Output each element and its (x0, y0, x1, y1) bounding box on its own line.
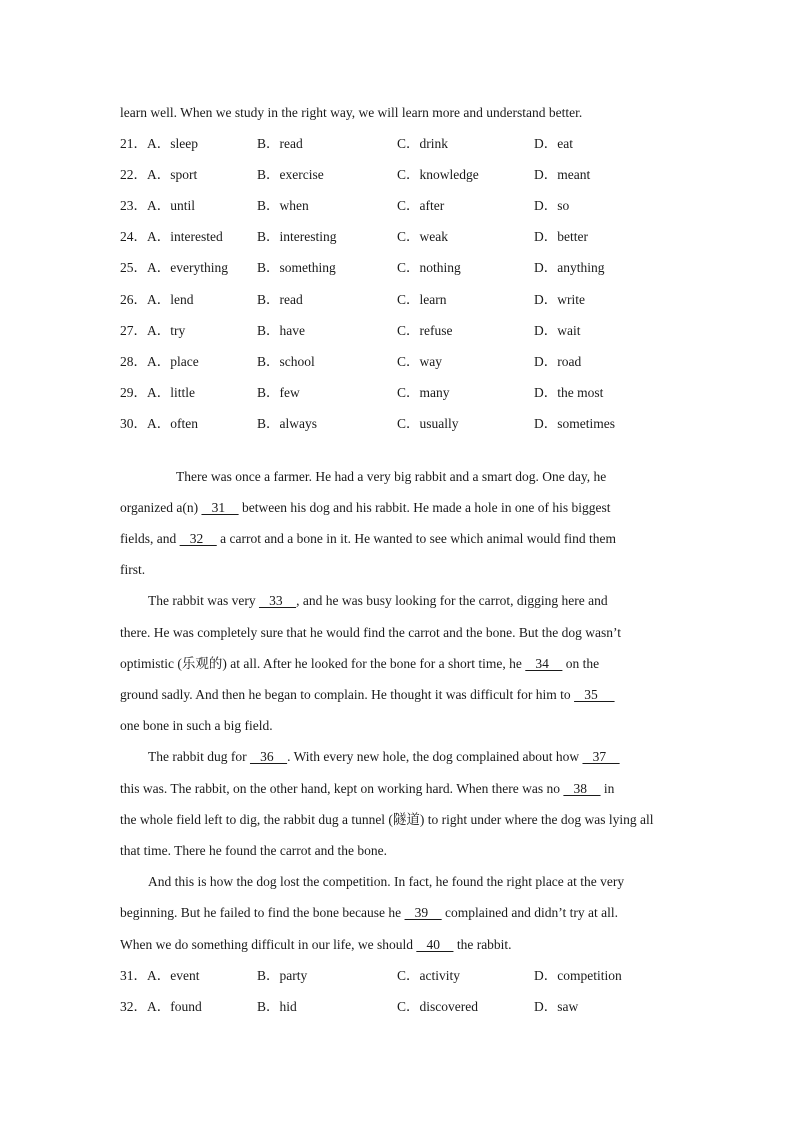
passage-text: one bone in such a big field. (120, 718, 273, 733)
option-a (120, 384, 195, 402)
option-text: A．often (147, 415, 198, 431)
option-c (397, 967, 460, 985)
option-text: D．road (534, 353, 582, 369)
passage-line (120, 811, 654, 829)
answer-blank-32: 32 (179, 531, 217, 546)
option-text: C．refuse (397, 322, 453, 338)
option-text: C．discovered (397, 999, 478, 1014)
option-text: C．after (397, 198, 445, 214)
option-text: D．wait (534, 322, 581, 338)
option-c (397, 135, 448, 153)
answer-blank-35: 35 (574, 687, 615, 702)
option-text: A．sport (147, 167, 198, 183)
option-c (397, 998, 478, 1016)
option-b (257, 353, 315, 371)
question-number: 32． (120, 999, 147, 1014)
answer-blank-39: 39 (404, 905, 442, 920)
passage-text: the rabbit. (453, 937, 512, 952)
option-text: B．party (257, 968, 308, 983)
passage-text: organized a(n) (120, 500, 202, 515)
option-text: B．few (257, 384, 300, 400)
question-number: 22． (120, 167, 147, 183)
option-d (534, 197, 569, 215)
passage-text: beginning. But he failed to find the bone because he (120, 905, 405, 920)
option-text: B．interesting (257, 229, 337, 245)
question-number: 24． (120, 229, 147, 245)
option-text: B．read (257, 136, 303, 151)
option-a (120, 228, 223, 246)
question-number: 27． (120, 322, 147, 338)
option-text: B．when (257, 198, 309, 214)
passage-text: When we do something difficult in our life, we should (120, 937, 417, 952)
option-b (257, 967, 307, 985)
option-c (397, 259, 461, 277)
option-b (257, 228, 337, 246)
option-text: B．have (257, 322, 305, 338)
option-text: A．interested (147, 229, 223, 245)
option-text: C．knowledge (397, 167, 479, 183)
option-a (120, 415, 198, 433)
answer-blank-31: 31 (201, 500, 239, 515)
option-text: A．everything (147, 260, 228, 276)
option-b (257, 291, 303, 309)
option-d (534, 998, 578, 1016)
option-text: A．little (147, 384, 195, 400)
option-text: D．eat (534, 136, 573, 151)
passage-text: this was. The rabbit, on the other hand, kept on working hard. When there was no (120, 781, 564, 796)
passage-text: , and he was busy looking for the carrot, digging here and (296, 593, 608, 608)
option-b (257, 384, 300, 402)
option-b (257, 322, 305, 340)
option-text: A．lend (147, 291, 194, 307)
option-text: B．hid (257, 999, 297, 1014)
option-text: D．competition (534, 968, 622, 983)
option-d (534, 353, 581, 371)
passage-text: ground sadly. And then he began to complain. He thought it was difficult for him to (120, 687, 575, 702)
option-b (257, 197, 309, 215)
option-a (120, 135, 198, 153)
passage-text: there. He was completely sure that he would find the carrot and the bone. But the dog wasn’t (120, 625, 621, 640)
option-text: B．always (257, 415, 317, 431)
option-a (120, 291, 194, 309)
question-number: 23． (120, 198, 147, 214)
passage-text: first. (120, 562, 146, 577)
passage-text: . With every new hole, the dog complained about how (287, 749, 583, 764)
option-text: A．event (147, 968, 200, 983)
option-b (257, 135, 303, 153)
option-text: C．weak (397, 229, 448, 245)
option-text: C．many (397, 384, 450, 400)
option-text: D．the most (534, 384, 604, 400)
option-text: C．activity (397, 968, 460, 983)
option-a (120, 259, 228, 277)
option-d (534, 322, 581, 340)
option-text: B．read (257, 291, 303, 307)
option-d (534, 259, 605, 277)
option-c (397, 166, 479, 184)
question-number: 31． (120, 968, 147, 983)
passage-line (148, 873, 624, 891)
passage-text: And this is how the dog lost the competition. In fact, he found the right place at the very (148, 874, 625, 889)
passage-text: complained and didn’t try at all. (441, 905, 619, 920)
answer-blank-33: 33 (258, 593, 297, 608)
passage-text: There was once a farmer. He had a very big rabbit and a smart dog. One day, he (176, 469, 607, 484)
option-text: A．found (147, 999, 202, 1014)
passage-text: The rabbit was very (148, 593, 259, 608)
option-text: D．sometimes (534, 415, 615, 431)
option-a (120, 197, 195, 215)
option-text: C．nothing (397, 260, 461, 276)
passage-text: optimistic (乐观的) at all. After he looked for the bone for a short time, he (120, 656, 526, 671)
option-a (120, 322, 185, 340)
question-number: 25． (120, 260, 147, 276)
passage-text: in (600, 781, 615, 796)
passage-text: between his dog and his rabbit. He made a hole in one of his biggest (238, 500, 611, 515)
option-d (534, 967, 622, 985)
passage-line (148, 748, 620, 766)
answer-blank-34: 34 (525, 656, 563, 671)
passage-text: fields, and (120, 531, 180, 546)
option-text: D．saw (534, 999, 579, 1014)
option-c (397, 415, 459, 433)
question-number: 30． (120, 415, 147, 431)
passage-line (176, 468, 606, 486)
option-b (257, 259, 336, 277)
answer-blank-37: 37 (582, 749, 620, 764)
passage-line (120, 842, 387, 860)
option-text: C．way (397, 353, 442, 369)
option-a (120, 166, 197, 184)
question-number: 29． (120, 384, 147, 400)
option-d (534, 291, 585, 309)
passage-text: a carrot and a bone in it. He wanted to see which animal would find them (216, 531, 617, 546)
answer-blank-36: 36 (249, 749, 288, 764)
option-b (257, 998, 297, 1016)
option-a (120, 353, 199, 371)
option-text: D．so (534, 198, 570, 214)
option-text: B．exercise (257, 167, 324, 183)
option-text: D．write (534, 291, 585, 307)
option-b (257, 415, 317, 433)
question-number: 21． (120, 136, 147, 151)
option-c (397, 353, 442, 371)
passage-line (120, 904, 618, 922)
passage-line (120, 686, 615, 704)
option-c (397, 197, 444, 215)
option-d (534, 415, 615, 433)
option-text: C．usually (397, 415, 459, 431)
passage-line (148, 592, 608, 610)
passage-line (120, 936, 512, 954)
option-text: D．better (534, 229, 588, 245)
answer-blank-38: 38 (563, 781, 601, 796)
option-text: A．place (147, 353, 199, 369)
passage-line (120, 780, 614, 798)
question-number: 28． (120, 353, 147, 369)
option-text: A．until (147, 198, 196, 214)
option-d (534, 166, 590, 184)
passage-line (120, 717, 273, 735)
option-c (397, 228, 448, 246)
passage-line (120, 561, 145, 579)
option-c (397, 322, 452, 340)
passage-text: that time. There he found the carrot and the bone. (120, 843, 388, 858)
option-d (534, 228, 588, 246)
passage-line (120, 530, 616, 548)
question-number: 26． (120, 291, 147, 307)
passage-line (120, 624, 621, 642)
option-a (120, 998, 202, 1016)
passage-text: on the (562, 656, 600, 671)
option-text: A．try (147, 322, 186, 338)
option-text: D．anything (534, 260, 605, 276)
option-d (534, 135, 573, 153)
option-text: C．drink (397, 136, 449, 151)
option-text: A．sleep (147, 136, 198, 151)
option-text: C．learn (397, 291, 447, 307)
option-text: D．meant (534, 167, 591, 183)
option-c (397, 384, 450, 402)
option-b (257, 166, 324, 184)
option-a (120, 967, 199, 985)
passage-text: The rabbit dug for (148, 749, 250, 764)
passage-line (120, 655, 599, 673)
intro-tail-text: learn well. When we study in the right way, we will learn more and understand better. (120, 105, 583, 120)
option-d (534, 384, 603, 402)
option-text: B．something (257, 260, 336, 276)
option-c (397, 291, 447, 309)
answer-blank-40: 40 (416, 937, 454, 952)
passage-text: the whole field left to dig, the rabbit dug a tunnel (隧道) to right under where the dog was lying all (120, 812, 654, 827)
passage-line (120, 499, 611, 517)
option-text: B．school (257, 353, 315, 369)
